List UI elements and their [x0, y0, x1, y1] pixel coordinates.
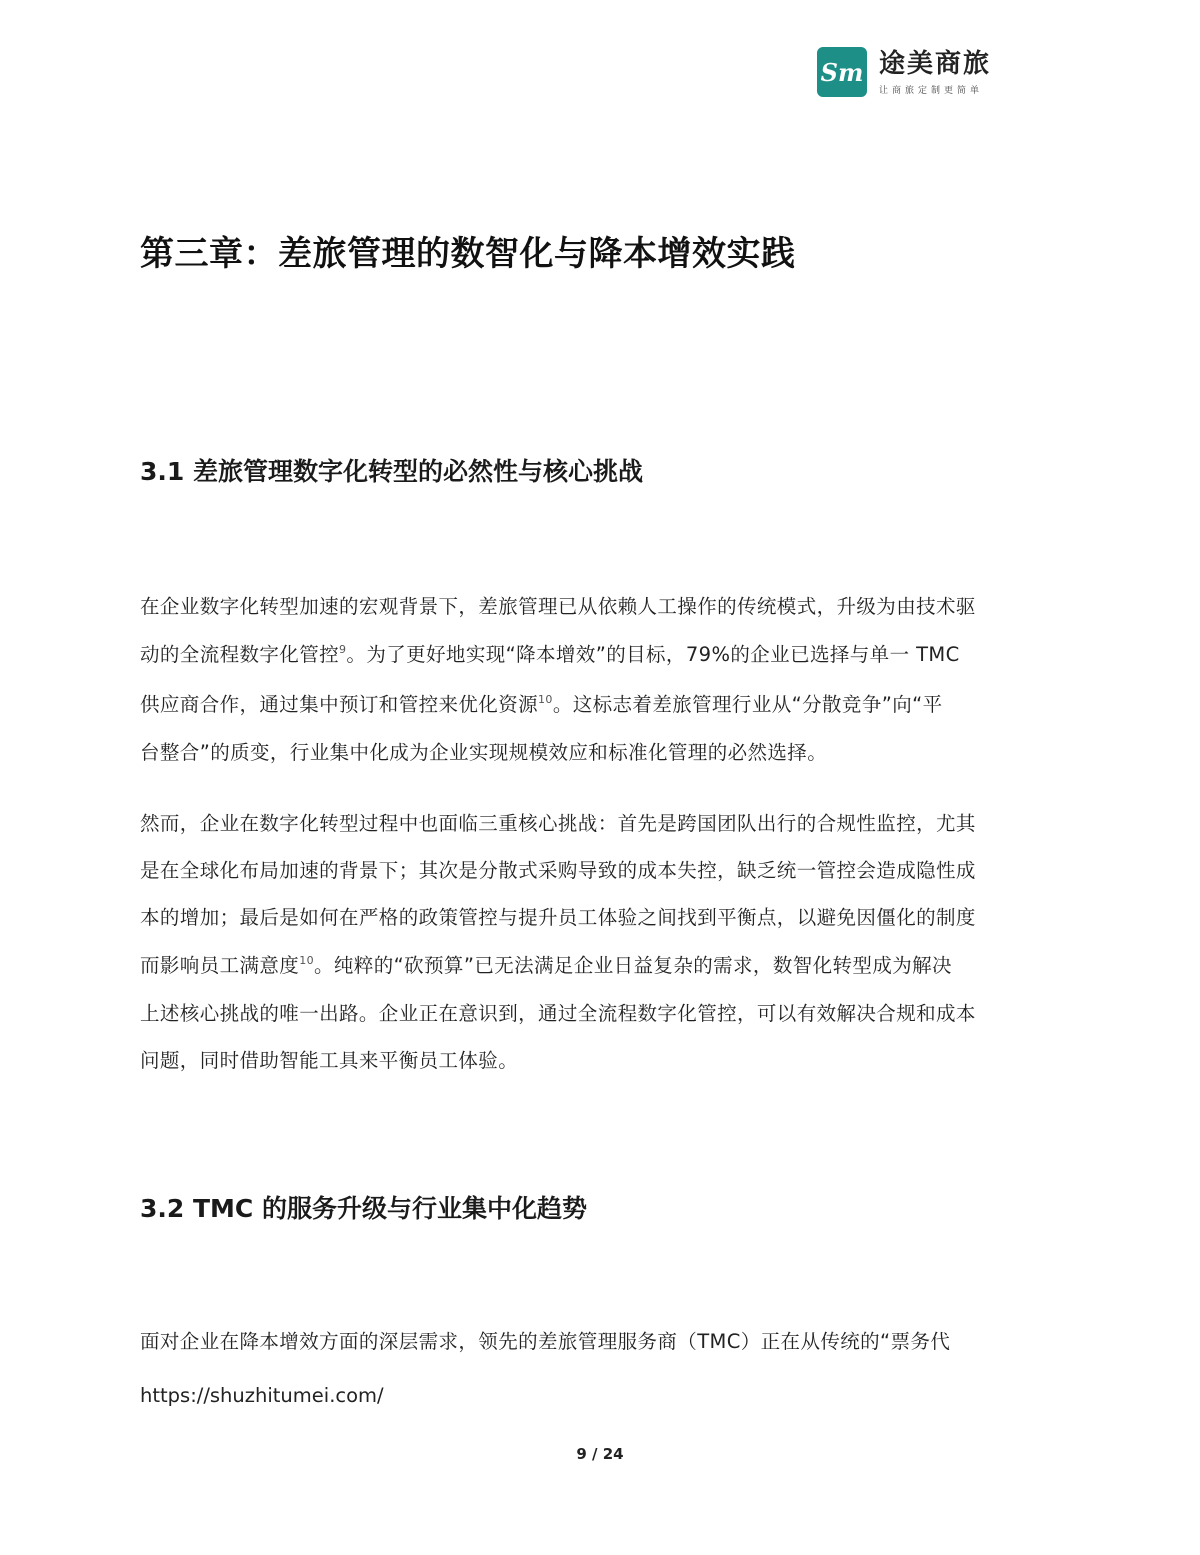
paragraph-line: [140, 808, 976, 836]
text-segment: 动的全流程数字化管控: [140, 643, 340, 666]
logo-slogan: 让商旅定制更简单: [879, 85, 984, 96]
section-heading-3-2: 3.2 TMC 的服务升级与行业集中化趋势: [140, 1194, 587, 1223]
company-logo: [817, 47, 991, 97]
footnote-reference[interactable]: 9: [339, 643, 347, 656]
text-segment: 而影响员工满意度: [140, 954, 300, 977]
page-number: 9 / 24: [576, 1445, 624, 1463]
footer-url[interactable]: https://shuzhitumei.com/: [140, 1384, 384, 1407]
paragraph-line: [140, 689, 943, 717]
text-segment: 供应商合作，通过集中预订和管控来优化资源: [140, 693, 539, 716]
paragraph-line: [140, 950, 952, 978]
paragraph-line: [140, 591, 976, 619]
chapter-title: 第三章：差旅管理的数智化与降本增效实践: [140, 234, 796, 274]
text-segment: 问题，同时借助智能工具来平衡员工体验。: [140, 1049, 519, 1072]
text-segment: 然而，企业在数字化转型过程中也面临三重核心挑战：首先是跨国团队出行的合规性监控，尤其: [140, 812, 976, 835]
text-segment: 上述核心挑战的唯一出路。企业正在意识到，通过全流程数字化管控，可以有效解决合规和成本: [140, 1002, 976, 1025]
text-segment: 。为了更好地实现“降本增效”的目标，79%的企业已选择与单一 TMC: [346, 643, 960, 666]
paragraph-line: [140, 902, 976, 930]
paragraph-line: [140, 639, 960, 667]
text-segment: 面对企业在降本增效方面的深层需求，领先的差旅管理服务商（TMC）正在从传统的“票务代: [140, 1330, 951, 1353]
text-segment: 本的增加；最后是如何在严格的政策管控与提升员工体验之间找到平衡点，以避免因僵化的制度: [140, 906, 976, 929]
paragraph-line: [140, 1326, 950, 1354]
text-segment: 台整合”的质变，行业集中化成为企业实现规模效应和标准化管理的必然选择。: [140, 741, 828, 764]
section-heading-3-1: 3.1 差旅管理数字化转型的必然性与核心挑战: [140, 457, 643, 486]
footnote-reference[interactable]: 10: [538, 693, 553, 706]
footnote-reference[interactable]: 10: [299, 954, 315, 967]
paragraph-line: [140, 1045, 518, 1073]
paragraph-line: [140, 998, 976, 1026]
paragraph-line: [140, 737, 827, 765]
text-segment: 。这标志着差旅管理行业从“分散竞争”向“平: [552, 693, 943, 716]
text-segment: 在企业数字化转型加速的宏观背景下，差旅管理已从依赖人工操作的传统模式，升级为由技术驱: [140, 595, 976, 618]
text-segment: 。纯粹的“砍预算”已无法满足企业日益复杂的需求，数智化转型成为解决: [314, 954, 952, 977]
text-segment: 是在全球化布局加速的背景下；其次是分散式采购导致的成本失控，缺乏统一管控会造成隐性成: [140, 859, 976, 882]
logo-mark-icon: Sm: [817, 47, 867, 97]
paragraph-line: [140, 855, 976, 883]
logo-name: 途美商旅: [879, 48, 992, 79]
